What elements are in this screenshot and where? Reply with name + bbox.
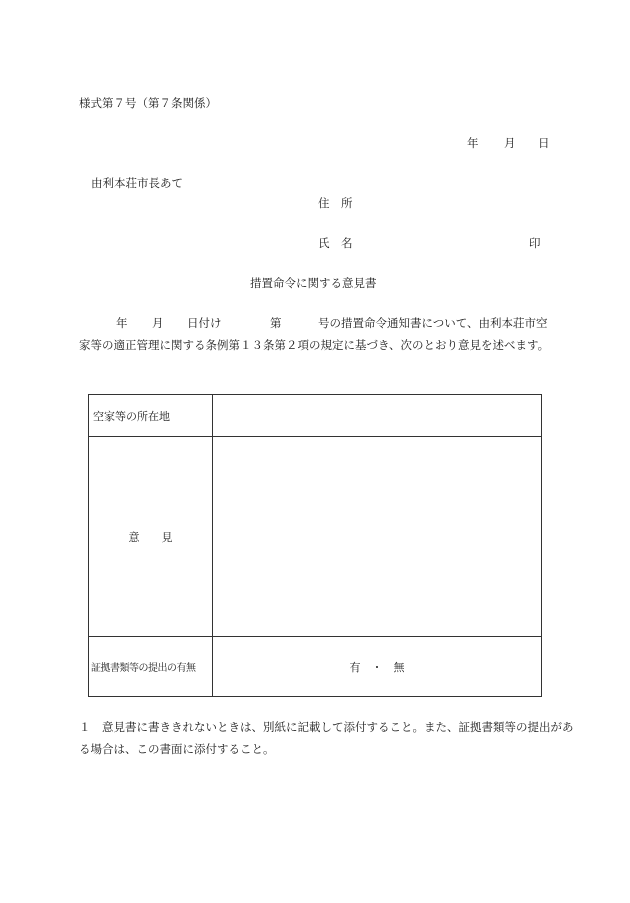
body-year: 年 <box>116 316 128 330</box>
body-line2: 家等の適正管理に関する条例第１３条第２項の規定に基づき、次のとおり意見を述べます。 <box>79 338 550 352</box>
note-line-1: １ 意見書に書ききれないときは、別紙に記載して添付すること。また、証拠書類等の提出があ <box>79 720 574 734</box>
evidence-value[interactable]: 有 ・ 無 <box>213 637 542 697</box>
body-dai: 第 <box>270 316 282 330</box>
seal-mark: 印 <box>529 236 541 250</box>
date-month: 月 <box>504 136 516 150</box>
form-number: 様式第７号（第７条関係） <box>79 96 217 110</box>
opinion-label: 意 見 <box>89 437 213 637</box>
table-row-location <box>89 395 542 437</box>
location-label: 空家等の所在地 <box>89 395 213 437</box>
name-label: 氏 名 <box>318 236 353 250</box>
body-month: 月 <box>152 316 164 330</box>
address-label: 住 所 <box>318 196 353 210</box>
body-line1-rest: 号の措置命令通知書について、由利本荘市空 <box>318 316 548 330</box>
body-dated: 日付け <box>187 316 222 330</box>
evidence-label: 証拠書類等の提出の有無 <box>89 637 213 697</box>
date-year: 年 <box>467 136 479 150</box>
note-line-2: る場合は、この書面に添付すること。 <box>79 742 275 756</box>
document-title: 措置命令に関する意見書 <box>250 276 377 290</box>
table-row-evidence <box>89 637 542 697</box>
opinion-table <box>88 394 542 697</box>
date-day: 日 <box>538 136 550 150</box>
location-value[interactable] <box>213 395 542 437</box>
addressee: 由利本荘市長あて <box>91 176 183 190</box>
table-row-opinion <box>89 437 542 637</box>
opinion-value[interactable] <box>213 437 542 637</box>
